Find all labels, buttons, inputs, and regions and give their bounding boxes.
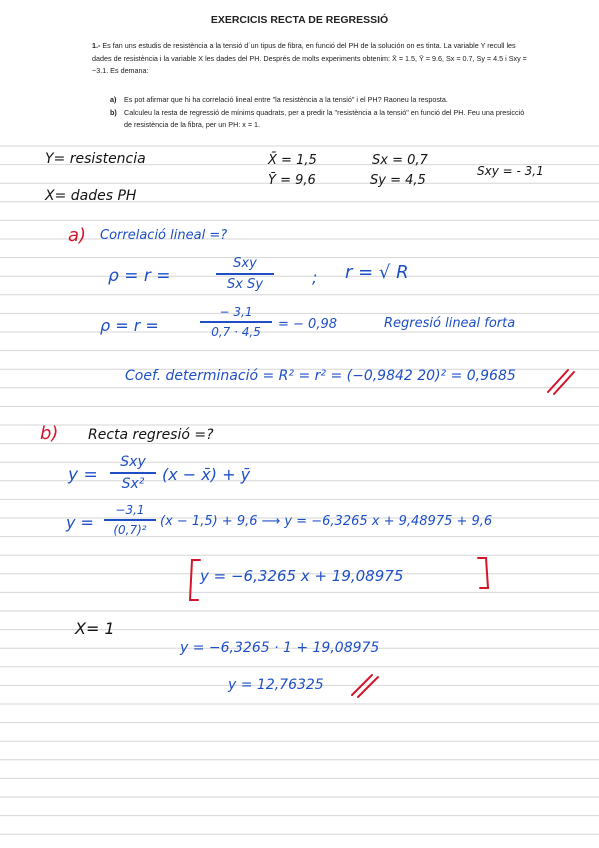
exercise-number: 1.-: [92, 41, 101, 50]
slope-denominator: Sx²: [121, 475, 145, 492]
substitution-denominator: (0,7)²: [113, 522, 147, 537]
x-definition: X= dades PH: [45, 188, 137, 204]
rho-calc-lhs: ρ = r =: [100, 316, 159, 335]
statement-text: Es fan uns estudis de resistència a la tensió d´un tipus de fibra, en funció del PH de la solución on es tinta. La variable Y recull les dades de resistència i la variable X les dades del PH. Després de molts experiments obtenim: X̄ = 1.5, Ȳ = 9.6, Sx = 0.7, Sy = 4.5 i Sxy = −3.1. Es demana:: [92, 41, 527, 76]
rho-denominator: Sx Sy: [226, 276, 264, 292]
exercise-title: EXERCICIS RECTA DE REGRESSIÓ: [210, 14, 389, 26]
question-b-label: b): [110, 108, 117, 117]
ybar-value: Ȳ = 9,6: [268, 173, 316, 188]
rho-calc-denominator: 0,7 · 4,5: [211, 324, 261, 339]
result-box-bracket-right: [478, 558, 488, 588]
result-box-bracket-left: [190, 560, 200, 600]
rho-calc-numerator: − 3,1: [219, 305, 253, 319]
rho-result: = − 0,98: [278, 317, 337, 332]
sxy-value: Sxy = - 3,1: [477, 164, 544, 178]
separator: ;: [312, 268, 318, 287]
regression-strength-note: Regresió lineal forta: [384, 316, 516, 331]
part-a-heading: Correlació lineal =?: [100, 228, 228, 243]
regression-line-result: y = −6,3265 x + 19,08975: [200, 567, 404, 585]
sy-value: Sy = 4,5: [370, 173, 426, 188]
check-mark-result: [352, 675, 378, 697]
rho-equals-r: ρ = r =: [108, 266, 171, 286]
part-b-heading: Recta regresió =?: [88, 427, 214, 443]
question-a-label: a): [110, 95, 117, 104]
prediction-line: y = −6,3265 · 1 + 19,08975: [180, 640, 380, 656]
xbar-value: X̄ = 1,5: [268, 153, 317, 168]
regression-formula-lhs: y =: [68, 465, 98, 485]
substitution-lhs: y =: [66, 513, 94, 532]
regression-formula-rhs: (x − x̄) + ȳ: [162, 465, 251, 484]
sx-value: Sx = 0,7: [372, 153, 428, 168]
question-b-text: Calculeu la resta de regressió de mínims quadrats, per a predir la "resistència a la tensió" en funció del PH. Feu una presicció de resistència de la fibra, per un PH: x = 1.: [124, 108, 525, 129]
substitution-rhs: (x − 1,5) + 9,6 ⟶ y = −6,3265 x + 9,48975 + 9,6: [160, 514, 493, 529]
x-value: X= 1: [75, 619, 115, 638]
substitution-numerator: −3,1: [115, 503, 145, 517]
part-b-label: b): [40, 423, 59, 444]
rho-numerator: Sxy: [233, 256, 257, 271]
question-a-text: Es pot afirmar que hi ha correlació lineal entre "la resistència a la tensió" i el PH? Raoneu la resposta.: [124, 95, 448, 104]
part-a-label: a): [68, 225, 87, 246]
y-definition: Y= resistencia: [45, 151, 146, 167]
prediction-result: y = 12,76325: [228, 677, 324, 693]
r-sqrt-formula: r = √ R: [345, 262, 409, 283]
coef-determination-line: Coef. determinació = R² = r² = (−0,9842 20)² = 0,9685: [125, 368, 516, 384]
check-mark-coef: [548, 370, 574, 394]
slope-numerator: Sxy: [120, 454, 146, 470]
